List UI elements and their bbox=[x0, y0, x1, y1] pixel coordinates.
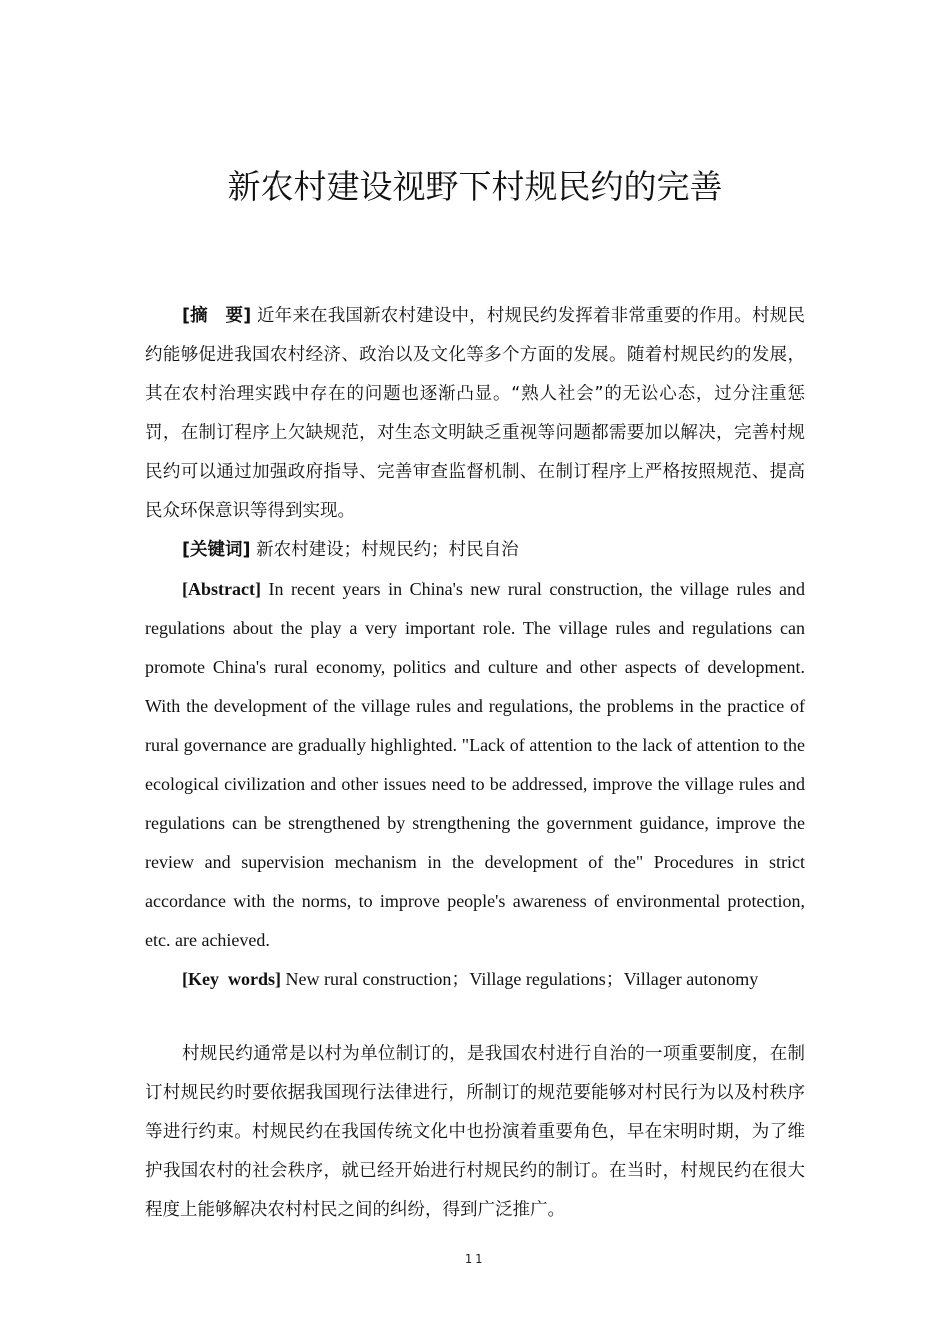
keywords-cn-text: 新农村建设；村规民约；村民自治 bbox=[256, 540, 519, 560]
keywords-en-text: New rural construction；Village regulations；Villager autonomy bbox=[285, 969, 759, 989]
section-gap bbox=[145, 999, 805, 1035]
abstract-cn-text: 近年来在我国新农村建设中，村规民约发挥着非常重要的作用。村规民约能够促进我国农村经济、政治以及文化等多个方面的发展。随着村规民约的发展，其在农村治理实践中存在的问题也逐渐凸显。“熟人社会”的无讼心态，过分注重惩罚，在制订程序上欠缺规范，对生态文明缺乏重视等问题都需要加以解决，完善村规民约可以通过加强政府指导、完善审查监督机制、在制订程序上严格按照规范、提高民众环保意识等得到实现。 bbox=[145, 306, 805, 521]
keywords-cn bbox=[145, 531, 805, 570]
abstract-cn bbox=[145, 297, 805, 531]
page-number: 11 bbox=[464, 1252, 486, 1266]
abstract-en-label: [Abstract] bbox=[182, 579, 261, 599]
body-paragraph: 村规民约通常是以村为单位制订的，是我国农村进行自治的一项重要制度，在制订村规民约时要依据我国现行法律进行，所制订的规范要能够对村民行为以及村秩序等进行约束。村规民约在我国传统文化中也扮演着重要角色，早在宋明时期，为了维护我国农村的社会秩序，就已经开始进行村规民约的制订。在当时，村规民约在很大程度上能够解决农村村民之间的纠纷，得到广泛推广。 bbox=[145, 1044, 805, 1220]
paper-content bbox=[145, 297, 805, 1230]
keywords-en-label: [Key words] bbox=[182, 969, 281, 989]
keywords-en bbox=[145, 960, 805, 999]
paper-title: 新农村建设视野下村规民约的完善 bbox=[227, 167, 723, 206]
abstract-cn-label: [摘 要] bbox=[182, 306, 252, 326]
abstract-en bbox=[145, 570, 805, 960]
keywords-cn-label: [关键词] bbox=[182, 540, 251, 560]
abstract-en-text: In recent years in China's new rural construction, the village rules and regulations about the play a very important role. The village rules and regulations can promote China's rural economy, politics and culture and other aspects of development. With the development of the village rules and regulations, the problems in the practice of rural governance are gradually highlighted. "Lack of attention to the lack of attention to the ecological civilization and other issues need to be addressed, improve the village rules and regulations can be strengthened by strengthening the government guidance, improve the review and supervision mechanism in the development of the" Procedures in strict accordance with the norms, to improve people's awareness of environmental protection, etc. are achieved. bbox=[145, 579, 806, 950]
